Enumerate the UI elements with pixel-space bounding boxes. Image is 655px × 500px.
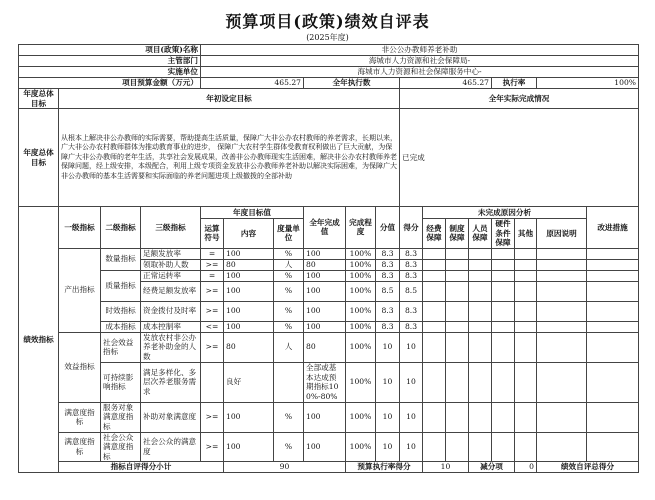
indicator-score: 8.3 xyxy=(400,248,423,259)
indicator-score: 8.3 xyxy=(400,270,423,281)
indicator-degree: 100% xyxy=(346,270,376,281)
total-label: 绩效自评总得分 xyxy=(537,462,639,473)
indicator-degree: 100% xyxy=(346,402,376,432)
reason-staff-header: 人员保障 xyxy=(469,219,492,249)
indicator-actual: 100 xyxy=(304,281,346,301)
reason-system-header: 制度保障 xyxy=(446,219,469,249)
indicator-op: >= xyxy=(201,281,224,301)
table-row xyxy=(19,248,639,259)
table-row xyxy=(19,270,639,281)
level2-quality: 质量指标 xyxy=(101,270,141,301)
improve-header: 改进措施 xyxy=(587,207,639,249)
indicator-content: 100 xyxy=(224,270,274,281)
op-header: 运算符号 xyxy=(201,219,224,249)
reason-hardware-header: 硬件条件保障 xyxy=(492,219,515,249)
indicator-unit: % xyxy=(274,248,304,259)
unit-label: 实施单位 xyxy=(19,67,201,78)
indicator-name: 正常运转率 xyxy=(141,270,201,281)
indicator-weight: 8.3 xyxy=(376,301,400,321)
goals-row-label: 年度总体目标 xyxy=(19,109,59,207)
indicator-weight: 10 xyxy=(376,402,400,432)
indicator-op: >= xyxy=(201,332,224,362)
project-value: 非公公办教师养老补助 xyxy=(201,45,639,56)
rate-label: 执行率 xyxy=(492,78,537,89)
indicator-weight: 10 xyxy=(376,432,400,462)
target-group-header: 年度目标值 xyxy=(201,207,304,219)
indicator-degree: 100% xyxy=(346,321,376,332)
goals-header-row xyxy=(19,89,639,109)
indicator-name: 满足多样化、多层次养老服务需求 xyxy=(141,362,201,402)
table-row xyxy=(19,362,639,402)
rate-value: 100% xyxy=(537,78,639,89)
indicator-weight: 8.3 xyxy=(376,321,400,332)
dept-value: 海城市人力资源和社会保障局- xyxy=(201,56,639,67)
table-row xyxy=(19,301,639,321)
perf-section-label: 绩效指标 xyxy=(19,207,59,473)
subtotal-label: 指标自评得分小计 xyxy=(59,462,224,473)
indicator-name: 经费足额发放率 xyxy=(141,281,201,301)
indicator-weight: 8.3 xyxy=(376,270,400,281)
indicator-actual: 80 xyxy=(304,332,346,362)
indicator-op xyxy=(201,362,224,402)
indicator-name: 成本控制率 xyxy=(141,321,201,332)
indicator-op: >= xyxy=(201,301,224,321)
indicator-actual: 100 xyxy=(304,402,346,432)
indicator-unit: % xyxy=(274,402,304,432)
indicator-score: 8.5 xyxy=(400,281,423,301)
goals-header-target: 年初设定目标 xyxy=(59,89,400,109)
indicator-weight: 10 xyxy=(376,332,400,362)
budget-score-value: 10 xyxy=(423,462,469,473)
score-header: 得分 xyxy=(400,207,423,249)
indicator-score: 8.3 xyxy=(400,321,423,332)
table-row xyxy=(19,402,639,432)
budget-row xyxy=(19,78,639,89)
indicator-content: 100 xyxy=(224,432,274,462)
indicator-op: >= xyxy=(201,402,224,432)
indicator-name: 领取补助人数 xyxy=(141,259,201,270)
indicator-unit: 人 xyxy=(274,332,304,362)
indicator-weight: 8.3 xyxy=(376,259,400,270)
level1-satisfaction: 满意度指标 xyxy=(59,402,101,432)
level2-sustain: 可持续影响指标 xyxy=(101,362,141,402)
level2-header: 二级指标 xyxy=(101,207,141,249)
level1-effect: 效益指标 xyxy=(59,332,101,402)
table-row xyxy=(19,321,639,332)
indicator-unit: % xyxy=(274,321,304,332)
indicator-op: = xyxy=(201,248,224,259)
reason-desc-header: 原因说明 xyxy=(537,219,587,249)
deduct-value: 0 xyxy=(515,462,537,473)
actual-text: 已完成 xyxy=(400,109,639,207)
budget-score-label: 预算执行率得分 xyxy=(346,462,423,473)
indicator-op: <= xyxy=(201,321,224,332)
subtotal-value: 90 xyxy=(224,462,346,473)
indicator-actual: 100 xyxy=(304,248,346,259)
indicator-content: 100 xyxy=(224,402,274,432)
indicator-score: 8.3 xyxy=(400,301,423,321)
indicator-weight: 10 xyxy=(376,362,400,402)
indicator-score: 10 xyxy=(400,432,423,462)
indicator-name: 资金拨付及时率 xyxy=(141,301,201,321)
indicator-name: 足额发放率 xyxy=(141,248,201,259)
content-header: 内容 xyxy=(224,219,274,249)
indicator-actual: 100 xyxy=(304,301,346,321)
project-label: 项目(政策)名称 xyxy=(19,45,201,56)
indicator-degree: 100% xyxy=(346,362,376,402)
deduct-label: 减分项 xyxy=(469,462,515,473)
indicator-unit: % xyxy=(274,281,304,301)
indicator-actual: 100 xyxy=(304,321,346,332)
indicator-degree: 100% xyxy=(346,259,376,270)
project-row xyxy=(19,45,639,56)
exec-value: 465.27 xyxy=(400,78,492,89)
actual-header: 全年完成值 xyxy=(304,207,346,249)
indicator-degree: 100% xyxy=(346,281,376,301)
level2-time: 时效指标 xyxy=(101,301,141,321)
level2-quantity: 数量指标 xyxy=(101,248,141,270)
indicator-content: 80 xyxy=(224,259,274,270)
indicator-score: 10 xyxy=(400,362,423,402)
level1-header: 一级指标 xyxy=(59,207,101,249)
level2-public: 社会公众满意度指标 xyxy=(101,432,141,462)
footer-row xyxy=(19,462,639,473)
indicator-unit: 人 xyxy=(274,259,304,270)
indicator-degree: 100% xyxy=(346,332,376,362)
evaluation-table xyxy=(18,44,639,473)
indicator-content: 100 xyxy=(224,248,274,259)
indicator-actual: 80 xyxy=(304,259,346,270)
reason-money-header: 经费保障 xyxy=(423,219,446,249)
indicator-weight: 8.5 xyxy=(376,281,400,301)
budget-value: 465.27 xyxy=(201,78,304,89)
level1-satisfaction-2: 满意度指标 xyxy=(59,432,101,462)
indicator-weight: 8.3 xyxy=(376,248,400,259)
indicator-score: 10 xyxy=(400,402,423,432)
perf-header-row-1 xyxy=(19,207,639,219)
indicator-content: 80 xyxy=(224,332,274,362)
goals-row xyxy=(19,109,639,207)
report-year: (2025年度) xyxy=(306,33,349,42)
indicator-op: >= xyxy=(201,432,224,462)
reason-other-header: 其他 xyxy=(515,219,537,249)
indicator-content: 良好 xyxy=(224,362,274,402)
level2-cost: 成本指标 xyxy=(101,321,141,332)
indicator-unit: % xyxy=(274,432,304,462)
indicator-content: 100 xyxy=(224,281,274,301)
indicator-score: 10 xyxy=(400,332,423,362)
budget-label: 项目预算金额（万元） xyxy=(19,78,201,89)
table-row xyxy=(19,432,639,462)
indicator-degree: 100% xyxy=(346,432,376,462)
goals-header-actual: 全年实际完成情况 xyxy=(400,89,639,109)
indicator-content: 100 xyxy=(224,301,274,321)
table-row xyxy=(19,332,639,362)
indicator-unit: % xyxy=(274,270,304,281)
indicator-degree: 100% xyxy=(346,301,376,321)
unit-value: 海城市人力资源和社会保障服务中心- xyxy=(201,67,639,78)
indicator-op: >= xyxy=(201,259,224,270)
level2-service: 服务对象满意度指标 xyxy=(101,402,141,432)
indicator-unit xyxy=(274,362,304,402)
indicator-op: = xyxy=(201,270,224,281)
indicator-actual: 全部或基本达成预期指标100%-80% xyxy=(304,362,346,402)
indicator-unit: % xyxy=(274,301,304,321)
weight-header: 分值 xyxy=(376,207,400,249)
exec-label: 全年执行数 xyxy=(304,78,400,89)
degree-header: 完成程度 xyxy=(346,207,376,249)
indicator-degree: 100% xyxy=(346,248,376,259)
indicator-name: 补助对象满意度 xyxy=(141,402,201,432)
indicator-content: 100 xyxy=(224,321,274,332)
goals-header-label: 年度总体目标 xyxy=(19,89,59,109)
page-title: 预算项目(政策)绩效自评表 xyxy=(225,12,430,31)
level1-output: 产出指标 xyxy=(59,248,101,332)
unit-row xyxy=(19,67,639,78)
level3-header: 三级指标 xyxy=(141,207,201,249)
indicator-name: 发放农村非公办养老补助金的人数 xyxy=(141,332,201,362)
indicator-actual: 100 xyxy=(304,270,346,281)
indicator-actual: 100 xyxy=(304,432,346,462)
indicator-score: 8.3 xyxy=(400,259,423,270)
reason-group-header: 未完成原因分析 xyxy=(423,207,587,219)
goal-text: 从根本上解决非公办教师的实际需要，帮助提高生活质量，保障广大非公办农村教师的养老需求，长期以来，广大非公办农村教师群体为推动教育事业的进步， 保障广大农村学生群体受教育权利做出了巨大贡献，为保障广大非公办教师的老年生活，共享社会发展成果，改善非公办教师现实生活困难，解决非公办农村教师养老保障问题，经上级安排，本级配合，利用上级专项资金发放非公办教师养老补助以解决实际困难，为保障广大非公办教师的基本生活需要和实际面临的养老问题进项上级撤拨的全部补助 xyxy=(59,109,400,207)
level2-social: 社会效益指标 xyxy=(101,332,141,362)
unit-header: 度量单位 xyxy=(274,219,304,249)
dept-row xyxy=(19,56,639,67)
dept-label: 主管部门 xyxy=(19,56,201,67)
indicator-name: 社会公众的满意度 xyxy=(141,432,201,462)
